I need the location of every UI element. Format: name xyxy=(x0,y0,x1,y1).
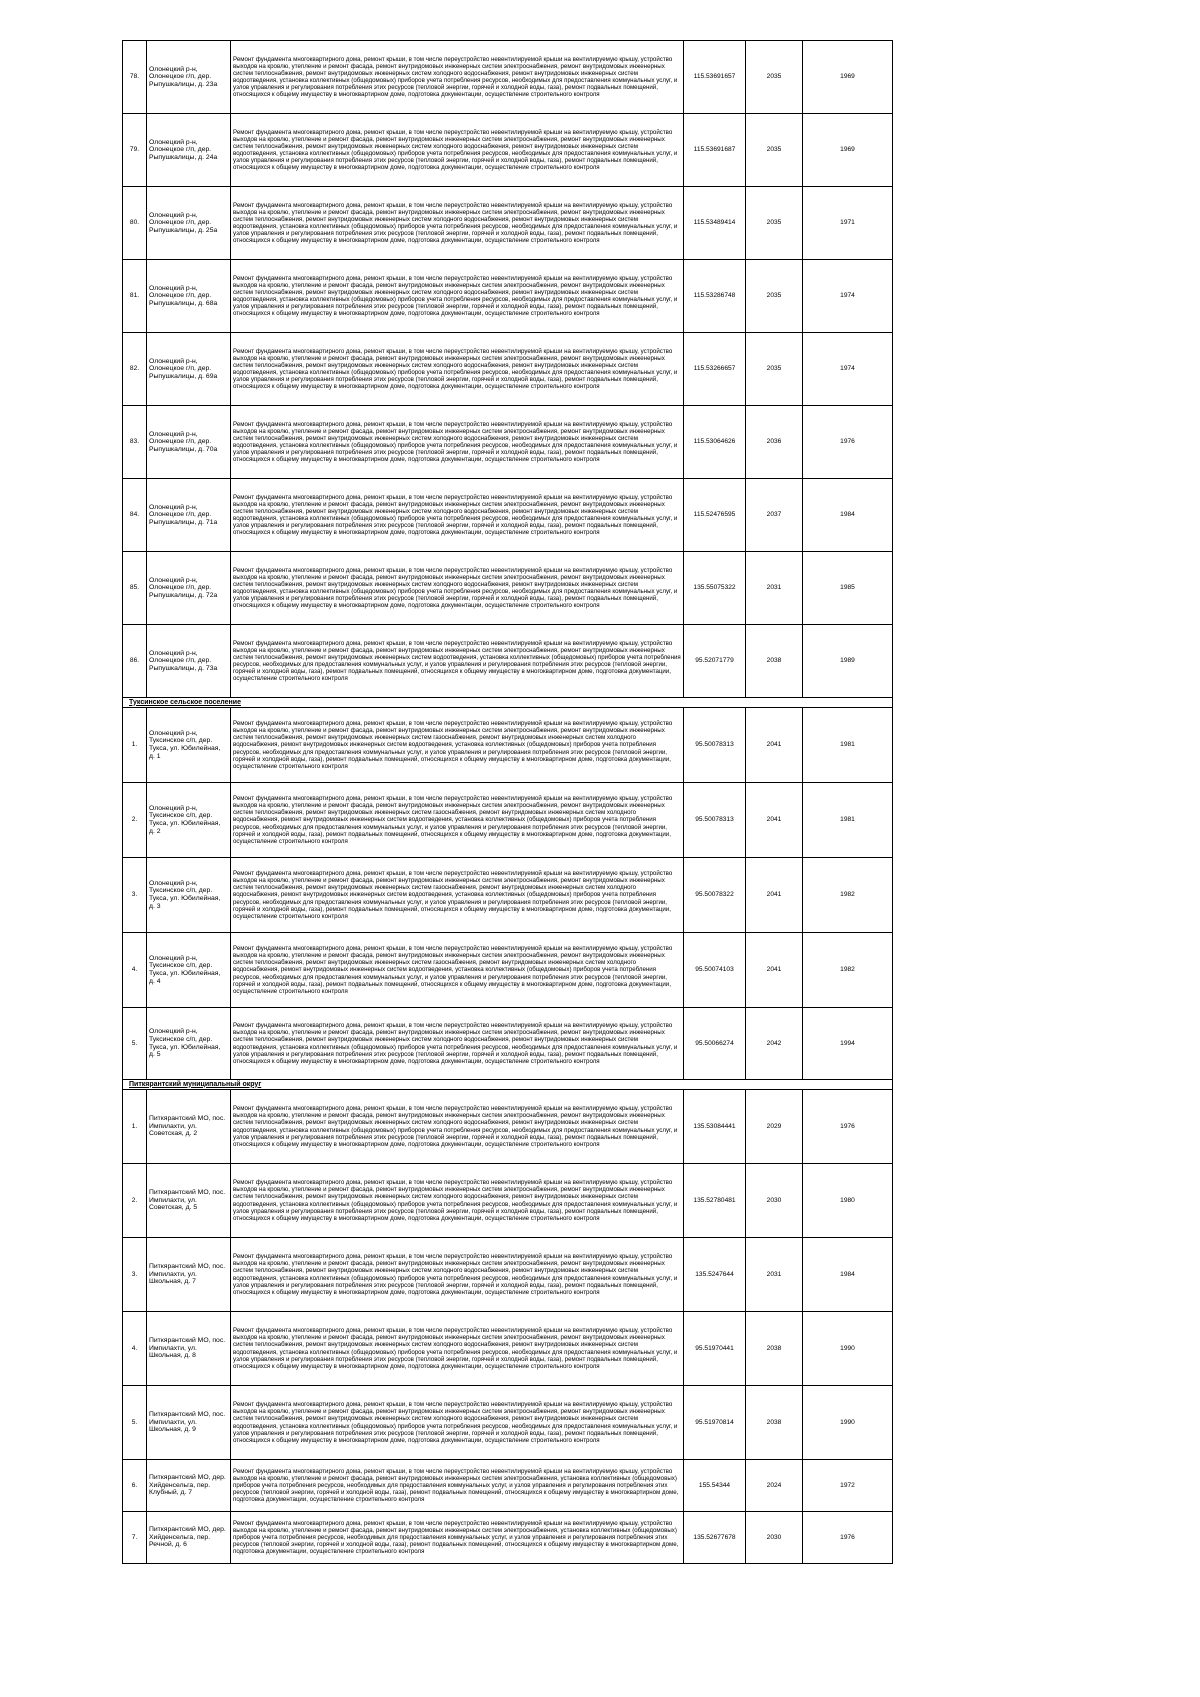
address-cell: Олонецкий р-н, Туксинское с/п, дер. Тукса, ул. Юбилейная, д. 2 xyxy=(147,783,231,858)
table-row xyxy=(123,1312,893,1386)
unit-cost-cell: 95.50078322 xyxy=(684,858,746,933)
section-header xyxy=(123,1080,893,1090)
row-number-cell: 3. xyxy=(123,1238,147,1312)
works-description-cell: Ремонт фундамента многоквартирного дома, ремонт крыши, в том числе переустройство невентилируемой крыши на вентилируемую крышу, устройство выходов на кровлю, утепление и ремонт фасада, ремонт внутридомовых инженерных систем электроснабжения, ремонт внутридомовых инженерных систем теплоснабжения, ремонт внутридомовых инженерных систем холодного водоснабжения, ремонт внутридомовых инженерных систем водоотведения, установка коллективных (общедомовых) приборов учета потребления ресурсов, необходимых для предоставления коммунальных услуг, и узлов управления и регулирования потребления этих ресурсов (тепловой энергии, горячей и холодной воды, газа), ремонт подвальных помещений, относящихся к общему имуществу в многоквартирном доме, подготовка документации, осуществление строительного контроля xyxy=(231,41,684,114)
table-row xyxy=(123,552,893,625)
address-cell: Питкярантский МО, пос. Импилахти, ул. Советская, д. 5 xyxy=(147,1164,231,1238)
unit-cost-cell: 95.50066274 xyxy=(684,1008,746,1080)
unit-cost-cell: 115.53266657 xyxy=(684,333,746,406)
unit-cost-cell: 95.50078313 xyxy=(684,783,746,858)
unit-cost-cell: 95.50074103 xyxy=(684,933,746,1008)
row-number-cell: 80. xyxy=(123,187,147,260)
table-row xyxy=(123,260,893,333)
planned-year-cell: 2031 xyxy=(746,552,803,625)
built-year-cell: 1982 xyxy=(803,858,893,933)
row-number-cell: 4. xyxy=(123,1312,147,1386)
unit-cost-cell: 115.53064626 xyxy=(684,406,746,479)
works-description-cell: Ремонт фундамента многоквартирного дома, ремонт крыши, в том числе переустройство невентилируемой крыши на вентилируемую крышу, устройство выходов на кровлю, утепление и ремонт фасада, ремонт внутридомовых инженерных систем электроснабжения, ремонт внутридомовых инженерных систем теплоснабжения, ремонт внутридомовых инженерных систем газоснабжения, ремонт внутридомовых инженерных систем холодного водоснабжения, ремонт внутридомовых инженерных систем водоотведения, установка коллективных (общедомовых) приборов учета потребления ресурсов, необходимых для предоставления коммунальных услуг, и узлов управления и регулирования потребления этих ресурсов (тепловой энергии, горячей и холодной воды, газа), ремонт подвальных помещений, относящихся к общему имуществу в многоквартирном доме, подготовка документации, осуществление строительного контроля xyxy=(231,933,684,1008)
works-description-cell: Ремонт фундамента многоквартирного дома, ремонт крыши, в том числе переустройство невентилируемой крыши на вентилируемую крышу, устройство выходов на кровлю, утепление и ремонт фасада, ремонт внутридомовых инженерных систем электроснабжения, ремонт внутридомовых инженерных систем теплоснабжения, ремонт внутридомовых инженерных систем газоснабжения, ремонт внутридомовых инженерных систем холодного водоснабжения, ремонт внутридомовых инженерных систем водоотведения, установка коллективных (общедомовых) приборов учета потребления ресурсов, необходимых для предоставления коммунальных услуг, и узлов управления и регулирования потребления этих ресурсов (тепловой энергии, горячей и холодной воды, газа), ремонт подвальных помещений, относящихся к общему имуществу в многоквартирном доме, подготовка документации, осуществление строительного контроля xyxy=(231,858,684,933)
planned-year-cell: 2035 xyxy=(746,114,803,187)
row-number-cell: 1. xyxy=(123,1090,147,1164)
built-year-cell: 1971 xyxy=(803,187,893,260)
built-year-cell: 1984 xyxy=(803,1238,893,1312)
works-description-cell: Ремонт фундамента многоквартирного дома, ремонт крыши, в том числе переустройство невентилируемой крыши на вентилируемую крышу, устройство выходов на кровлю, утепление и ремонт фасада, ремонт внутридомовых инженерных систем электроснабжения, ремонт внутридомовых инженерных систем теплоснабжения, ремонт внутридомовых инженерных систем газоснабжения, ремонт внутридомовых инженерных систем холодного водоснабжения, ремонт внутридомовых инженерных систем водоотведения, установка коллективных (общедомовых) приборов учета потребления ресурсов, необходимых для предоставления коммунальных услуг, и узлов управления и регулирования потребления этих ресурсов (тепловой энергии, горячей и холодной воды, газа), ремонт подвальных помещений, относящихся к общему имуществу в многоквартирном доме, подготовка документации, осуществление строительного контроля xyxy=(231,783,684,858)
built-year-cell: 1985 xyxy=(803,552,893,625)
built-year-cell: 1976 xyxy=(803,1512,893,1564)
works-description-cell: Ремонт фундамента многоквартирного дома, ремонт крыши, в том числе переустройство невентилируемой крыши на вентилируемую крышу, устройство выходов на кровлю, утепление и ремонт фасада, ремонт внутридомовых инженерных систем электроснабжения, ремонт внутридомовых инженерных систем теплоснабжения, ремонт внутридомовых инженерных систем холодного водоснабжения, ремонт внутридомовых инженерных систем водоотведения, установка коллективных (общедомовых) приборов учета потребления ресурсов, необходимых для предоставления коммунальных услуг, и узлов управления и регулирования потребления этих ресурсов (тепловой энергии, горячей и холодной воды, газа), ремонт подвальных помещений, относящихся к общему имуществу в многоквартирном доме, подготовка документации, осуществление строительного контроля xyxy=(231,1164,684,1238)
unit-cost-cell: 135.52677678 xyxy=(684,1512,746,1564)
table-row xyxy=(123,783,893,858)
table-row xyxy=(123,708,893,783)
unit-cost-cell: 115.53489414 xyxy=(684,187,746,260)
works-description-cell: Ремонт фундамента многоквартирного дома, ремонт крыши, в том числе переустройство невентилируемой крыши на вентилируемую крышу, устройство выходов на кровлю, утепление и ремонт фасада, ремонт внутридомовых инженерных систем электроснабжения, ремонт внутридомовых инженерных систем теплоснабжения, ремонт внутридомовых инженерных систем холодного водоснабжения, ремонт внутридомовых инженерных систем водоотведения, установка коллективных (общедомовых) приборов учета потребления ресурсов, необходимых для предоставления коммунальных услуг, и узлов управления и регулирования потребления этих ресурсов (тепловой энергии, горячей и холодной воды, газа), ремонт подвальных помещений, относящихся к общему имуществу в многоквартирном доме, подготовка документации, осуществление строительного контроля xyxy=(231,1090,684,1164)
table-row xyxy=(123,1090,893,1164)
unit-cost-cell: 95.51970441 xyxy=(684,1312,746,1386)
address-cell: Олонецкий р-н, Олонецкое г/п, дер. Рыпушкалицы, д. 24а xyxy=(147,114,231,187)
address-cell: Олонецкий р-н, Олонецкое г/п, дер. Рыпушкалицы, д. 68а xyxy=(147,260,231,333)
table-row xyxy=(123,933,893,1008)
address-cell: Олонецкий р-н, Олонецкое г/п, дер. Рыпушкалицы, д. 72а xyxy=(147,552,231,625)
works-description-cell: Ремонт фундамента многоквартирного дома, ремонт крыши, в том числе переустройство невентилируемой крыши на вентилируемую крышу, устройство выходов на кровлю, утепление и ремонт фасада, ремонт внутридомовых инженерных систем электроснабжения, ремонт внутридомовых инженерных систем теплоснабжения, ремонт внутридомовых инженерных систем холодного водоснабжения, ремонт внутридомовых инженерных систем водоотведения, установка коллективных (общедомовых) приборов учета потребления ресурсов, необходимых для предоставления коммунальных услуг, и узлов управления и регулирования потребления этих ресурсов (тепловой энергии, горячей и холодной воды, газа), ремонт подвальных помещений, относящихся к общему имуществу в многоквартирном доме, подготовка документации, осуществление строительного контроля xyxy=(231,333,684,406)
table-row xyxy=(123,406,893,479)
row-number-cell: 7. xyxy=(123,1512,147,1564)
built-year-cell: 1994 xyxy=(803,1008,893,1080)
table-row xyxy=(123,858,893,933)
unit-cost-cell: 135.55075322 xyxy=(684,552,746,625)
address-cell: Олонецкий р-н, Олонецкое г/п, дер. Рыпушкалицы, д. 70а xyxy=(147,406,231,479)
works-description-cell: Ремонт фундамента многоквартирного дома, ремонт крыши, в том числе переустройство невентилируемой крыши на вентилируемую крышу, устройство выходов на кровлю, утепление и ремонт фасада, ремонт внутридомовых инженерных систем электроснабжения, ремонт внутридомовых инженерных систем теплоснабжения, ремонт внутридомовых инженерных систем водоотведения, установка коллективных (общедомовых) приборов учета потребления ресурсов, необходимых для предоставления коммунальных услуг, и узлов управления и регулирования потребления этих ресурсов (тепловой энергии, горячей и холодной воды, газа), ремонт подвальных помещений, относящихся к общему имуществу в многоквартирном доме, подготовка документации, осуществление строительного контроля xyxy=(231,625,684,698)
unit-cost-cell: 95.51970814 xyxy=(684,1386,746,1460)
row-number-cell: 6. xyxy=(123,1460,147,1512)
row-number-cell: 2. xyxy=(123,783,147,858)
planned-year-cell: 2041 xyxy=(746,708,803,783)
table-row xyxy=(123,1164,893,1238)
section-header xyxy=(123,698,893,708)
row-number-cell: 4. xyxy=(123,933,147,1008)
table-row xyxy=(123,1008,893,1080)
address-cell: Питкярантский МО, пос. Импилахти, ул. Школьная, д. 9 xyxy=(147,1386,231,1460)
row-number-cell: 1. xyxy=(123,708,147,783)
built-year-cell: 1974 xyxy=(803,260,893,333)
works-description-cell: Ремонт фундамента многоквартирного дома, ремонт крыши, в том числе переустройство невентилируемой крыши на вентилируемую крышу, устройство выходов на кровлю, утепление и ремонт фасада, ремонт внутридомовых инженерных систем электроснабжения, ремонт внутридомовых инженерных систем теплоснабжения, ремонт внутридомовых инженерных систем холодного водоснабжения, ремонт внутридомовых инженерных систем водоотведения, установка коллективных (общедомовых) приборов учета потребления ресурсов, необходимых для предоставления коммунальных услуг, и узлов управления и регулирования потребления этих ресурсов (тепловой энергии, горячей и холодной воды, газа), ремонт подвальных помещений, относящихся к общему имуществу в многоквартирном доме, подготовка документации, осуществление строительного контроля xyxy=(231,1008,684,1080)
table-row xyxy=(123,625,893,698)
works-description-cell: Ремонт фундамента многоквартирного дома, ремонт крыши, в том числе переустройство невентилируемой крыши на вентилируемую крышу, устройство выходов на кровлю, утепление и ремонт фасада, ремонт внутридомовых инженерных систем электроснабжения, ремонт внутридомовых инженерных систем теплоснабжения, ремонт внутридомовых инженерных систем холодного водоснабжения, ремонт внутридомовых инженерных систем водоотведения, установка коллективных (общедомовых) приборов учета потребления ресурсов, необходимых для предоставления коммунальных услуг, и узлов управления и регулирования потребления этих ресурсов (тепловой энергии, горячей и холодной воды, газа), ремонт подвальных помещений, относящихся к общему имуществу в многоквартирном доме, подготовка документации, осуществление строительного контроля xyxy=(231,1312,684,1386)
table-row xyxy=(123,1238,893,1312)
unit-cost-cell: 135.53084441 xyxy=(684,1090,746,1164)
planned-year-cell: 2030 xyxy=(746,1164,803,1238)
built-year-cell: 1976 xyxy=(803,1090,893,1164)
address-cell: Олонецкий р-н, Олонецкое г/п, дер. Рыпушкалицы, д. 69а xyxy=(147,333,231,406)
works-description-cell: Ремонт фундамента многоквартирного дома, ремонт крыши, в том числе переустройство невентилируемой крыши на вентилируемую крышу, устройство выходов на кровлю, утепление и ремонт фасада, ремонт внутридомовых инженерных систем электроснабжения, ремонт внутридомовых инженерных систем теплоснабжения, ремонт внутридомовых инженерных систем холодного водоснабжения, ремонт внутридомовых инженерных систем водоотведения, установка коллективных (общедомовых) приборов учета потребления ресурсов, необходимых для предоставления коммунальных услуг, и узлов управления и регулирования потребления этих ресурсов (тепловой энергии, горячей и холодной воды, газа), ремонт подвальных помещений, относящихся к общему имуществу в многоквартирном доме, подготовка документации, осуществление строительного контроля xyxy=(231,260,684,333)
row-number-cell: 82. xyxy=(123,333,147,406)
planned-year-cell: 2036 xyxy=(746,406,803,479)
address-cell: Олонецкий р-н, Туксинское с/п, дер. Тукса, ул. Юбилейная, д. 4 xyxy=(147,933,231,1008)
address-cell: Олонецкий р-н, Олонецкое г/п, дер. Рыпушкалицы, д. 71а xyxy=(147,479,231,552)
built-year-cell: 1981 xyxy=(803,708,893,783)
table-row xyxy=(123,41,893,114)
section-title: Туксинское сельское поселение xyxy=(123,698,893,708)
built-year-cell: 1980 xyxy=(803,1164,893,1238)
planned-year-cell: 2035 xyxy=(746,260,803,333)
planned-year-cell: 2037 xyxy=(746,479,803,552)
planned-year-cell: 2041 xyxy=(746,933,803,1008)
row-number-cell: 5. xyxy=(123,1386,147,1460)
address-cell: Питкярантский МО, пос. Импилахти, ул. Советская, д. 2 xyxy=(147,1090,231,1164)
table-row xyxy=(123,479,893,552)
built-year-cell: 1989 xyxy=(803,625,893,698)
table-row xyxy=(123,114,893,187)
unit-cost-cell: 95.50078313 xyxy=(684,708,746,783)
built-year-cell: 1990 xyxy=(803,1386,893,1460)
built-year-cell: 1984 xyxy=(803,479,893,552)
unit-cost-cell: 115.53691657 xyxy=(684,41,746,114)
planned-year-cell: 2038 xyxy=(746,625,803,698)
row-number-cell: 81. xyxy=(123,260,147,333)
table-row xyxy=(123,187,893,260)
capital-repair-table xyxy=(122,40,893,1564)
address-cell: Питкярантский МО, пос. Импилахти, ул. Школьная, д. 7 xyxy=(147,1238,231,1312)
built-year-cell: 1982 xyxy=(803,933,893,1008)
row-number-cell: 79. xyxy=(123,114,147,187)
works-description-cell: Ремонт фундамента многоквартирного дома, ремонт крыши, в том числе переустройство невентилируемой крыши на вентилируемую крышу, устройство выходов на кровлю, утепление и ремонт фасада, ремонт внутридомовых инженерных систем электроснабжения, ремонт внутридомовых инженерных систем теплоснабжения, ремонт внутридомовых инженерных систем холодного водоснабжения, ремонт внутридомовых инженерных систем водоотведения, установка коллективных (общедомовых) приборов учета потребления ресурсов, необходимых для предоставления коммунальных услуг, и узлов управления и регулирования потребления этих ресурсов (тепловой энергии, горячей и холодной воды, газа), ремонт подвальных помещений, относящихся к общему имуществу в многоквартирном доме, подготовка документации, осуществление строительного контроля xyxy=(231,1238,684,1312)
table-row xyxy=(123,1512,893,1564)
built-year-cell: 1972 xyxy=(803,1460,893,1512)
works-description-cell: Ремонт фундамента многоквартирного дома, ремонт крыши, в том числе переустройство невентилируемой крыши на вентилируемую крышу, устройство выходов на кровлю, утепление и ремонт фасада, ремонт внутридомовых инженерных систем электроснабжения, ремонт внутридомовых инженерных систем теплоснабжения, ремонт внутридомовых инженерных систем холодного водоснабжения, ремонт внутридомовых инженерных систем водоотведения, установка коллективных (общедомовых) приборов учета потребления ресурсов, необходимых для предоставления коммунальных услуг, и узлов управления и регулирования потребления этих ресурсов (тепловой энергии, горячей и холодной воды, газа), ремонт подвальных помещений, относящихся к общему имуществу в многоквартирном доме, подготовка документации, осуществление строительного контроля xyxy=(231,479,684,552)
address-cell: Питкярантский МО, дер. Хийденсельга, пер. Речной, д. 6 xyxy=(147,1512,231,1564)
planned-year-cell: 2031 xyxy=(746,1238,803,1312)
row-number-cell: 3. xyxy=(123,858,147,933)
address-cell: Олонецкий р-н, Туксинское с/п, дер. Тукса, ул. Юбилейная, д. 3 xyxy=(147,858,231,933)
unit-cost-cell: 95.52071779 xyxy=(684,625,746,698)
address-cell: Олонецкий р-н, Олонецкое г/п, дер. Рыпушкалицы, д. 25а xyxy=(147,187,231,260)
section-title: Питкярантский муниципальный округ xyxy=(123,1080,893,1090)
table-row xyxy=(123,1386,893,1460)
planned-year-cell: 2041 xyxy=(746,858,803,933)
unit-cost-cell: 155.54344 xyxy=(684,1460,746,1512)
address-cell: Питкярантский МО, дер. Хийденсельга, пер. Клубный, д. 7 xyxy=(147,1460,231,1512)
works-description-cell: Ремонт фундамента многоквартирного дома, ремонт крыши, в том числе переустройство невентилируемой крыши на вентилируемую крышу, устройство выходов на кровлю, утепление и ремонт фасада, ремонт внутридомовых инженерных систем электроснабжения, ремонт внутридомовых инженерных систем теплоснабжения, ремонт внутридомовых инженерных систем холодного водоснабжения, ремонт внутридомовых инженерных систем водоотведения, установка коллективных (общедомовых) приборов учета потребления ресурсов, необходимых для предоставления коммунальных услуг, и узлов управления и регулирования потребления этих ресурсов (тепловой энергии, горячей и холодной воды, газа), ремонт подвальных помещений, относящихся к общему имуществу в многоквартирном доме, подготовка документации, осуществление строительного контроля xyxy=(231,187,684,260)
address-cell: Питкярантский МО, пос. Импилахти, ул. Школьная, д. 8 xyxy=(147,1312,231,1386)
works-description-cell: Ремонт фундамента многоквартирного дома, ремонт крыши, в том числе переустройство невентилируемой крыши на вентилируемую крышу, устройство выходов на кровлю, утепление и ремонт фасада, ремонт внутридомовых инженерных систем электроснабжения, ремонт внутридомовых инженерных систем теплоснабжения, ремонт внутридомовых инженерных систем холодного водоснабжения, ремонт внутридомовых инженерных систем водоотведения, установка коллективных (общедомовых) приборов учета потребления ресурсов, необходимых для предоставления коммунальных услуг, и узлов управления и регулирования потребления этих ресурсов (тепловой энергии, горячей и холодной воды, газа), ремонт подвальных помещений, относящихся к общему имуществу в многоквартирном доме, подготовка документации, осуществление строительного контроля xyxy=(231,552,684,625)
built-year-cell: 1990 xyxy=(803,1312,893,1386)
planned-year-cell: 2038 xyxy=(746,1312,803,1386)
address-cell: Олонецкий р-н, Олонецкое г/п, дер. Рыпушкалицы, д. 73а xyxy=(147,625,231,698)
row-number-cell: 83. xyxy=(123,406,147,479)
row-number-cell: 78. xyxy=(123,41,147,114)
row-number-cell: 84. xyxy=(123,479,147,552)
row-number-cell: 2. xyxy=(123,1164,147,1238)
unit-cost-cell: 135.5247644 xyxy=(684,1238,746,1312)
planned-year-cell: 2029 xyxy=(746,1090,803,1164)
built-year-cell: 1976 xyxy=(803,406,893,479)
row-number-cell: 5. xyxy=(123,1008,147,1080)
built-year-cell: 1969 xyxy=(803,114,893,187)
unit-cost-cell: 115.53691687 xyxy=(684,114,746,187)
works-description-cell: Ремонт фундамента многоквартирного дома, ремонт крыши, в том числе переустройство невентилируемой крыши на вентилируемую крышу, устройство выходов на кровлю, утепление и ремонт фасада, ремонт внутридомовых инженерных систем электроснабжения, ремонт внутридомовых инженерных систем теплоснабжения, ремонт внутридомовых инженерных систем холодного водоснабжения, ремонт внутридомовых инженерных систем водоотведения, установка коллективных (общедомовых) приборов учета потребления ресурсов, необходимых для предоставления коммунальных услуг, и узлов управления и регулирования потребления этих ресурсов (тепловой энергии, горячей и холодной воды, газа), ремонт подвальных помещений, относящихся к общему имуществу в многоквартирном доме, подготовка документации, осуществление строительного контроля xyxy=(231,1386,684,1460)
row-number-cell: 85. xyxy=(123,552,147,625)
built-year-cell: 1969 xyxy=(803,41,893,114)
planned-year-cell: 2030 xyxy=(746,1512,803,1564)
row-number-cell: 86. xyxy=(123,625,147,698)
unit-cost-cell: 115.52476595 xyxy=(684,479,746,552)
address-cell: Олонецкий р-н, Туксинское с/п, дер. Тукса, ул. Юбилейная, д. 1 xyxy=(147,708,231,783)
built-year-cell: 1974 xyxy=(803,333,893,406)
planned-year-cell: 2041 xyxy=(746,783,803,858)
works-description-cell: Ремонт фундамента многоквартирного дома, ремонт крыши, в том числе переустройство невентилируемой крыши на вентилируемую крышу, устройство выходов на кровлю, утепление и ремонт фасада, ремонт внутридомовых инженерных систем электроснабжения, ремонт внутридомовых инженерных систем теплоснабжения, ремонт внутридомовых инженерных систем газоснабжения, ремонт внутридомовых инженерных систем холодного водоснабжения, ремонт внутридомовых инженерных систем водоотведения, установка коллективных (общедомовых) приборов учета потребления ресурсов, необходимых для предоставления коммунальных услуг, и узлов управления и регулирования потребления этих ресурсов (тепловой энергии, горячей и холодной воды, газа), ремонт подвальных помещений, относящихся к общему имуществу в многоквартирном доме, подготовка документации, осуществление строительного контроля xyxy=(231,708,684,783)
planned-year-cell: 2035 xyxy=(746,333,803,406)
address-cell: Олонецкий р-н, Туксинское с/п, дер. Тукса, ул. Юбилейная, д. 5 xyxy=(147,1008,231,1080)
works-description-cell: Ремонт фундамента многоквартирного дома, ремонт крыши, в том числе переустройство невентилируемой крыши на вентилируемую крышу, устройство выходов на кровлю, утепление и ремонт фасада, ремонт внутридомовых инженерных систем электроснабжения, установка коллективных (общедомовых) приборов учета потребления ресурсов, необходимых для предоставления коммунальных услуг, и узлов управления и регулирования потребления этих ресурсов (тепловой энергии, горячей и холодной воды, газа), ремонт подвальных помещений, относящихся к общему имуществу в многоквартирном доме, подготовка документации, осуществление строительного контроля xyxy=(231,1460,684,1512)
address-cell: Олонецкий р-н, Олонецкое г/п, дер. Рыпушкалицы, д. 23а xyxy=(147,41,231,114)
planned-year-cell: 2035 xyxy=(746,187,803,260)
unit-cost-cell: 115.53286748 xyxy=(684,260,746,333)
unit-cost-cell: 135.52780481 xyxy=(684,1164,746,1238)
planned-year-cell: 2024 xyxy=(746,1460,803,1512)
planned-year-cell: 2038 xyxy=(746,1386,803,1460)
built-year-cell: 1981 xyxy=(803,783,893,858)
works-description-cell: Ремонт фундамента многоквартирного дома, ремонт крыши, в том числе переустройство невентилируемой крыши на вентилируемую крышу, устройство выходов на кровлю, утепление и ремонт фасада, ремонт внутридомовых инженерных систем электроснабжения, ремонт внутридомовых инженерных систем теплоснабжения, ремонт внутридомовых инженерных систем холодного водоснабжения, ремонт внутридомовых инженерных систем водоотведения, установка коллективных (общедомовых) приборов учета потребления ресурсов, необходимых для предоставления коммунальных услуг, и узлов управления и регулирования потребления этих ресурсов (тепловой энергии, горячей и холодной воды, газа), ремонт подвальных помещений, относящихся к общему имуществу в многоквартирном доме, подготовка документации, осуществление строительного контроля xyxy=(231,114,684,187)
table-row xyxy=(123,333,893,406)
table-row xyxy=(123,1460,893,1512)
works-description-cell: Ремонт фундамента многоквартирного дома, ремонт крыши, в том числе переустройство невентилируемой крыши на вентилируемую крышу, устройство выходов на кровлю, утепление и ремонт фасада, ремонт внутридомовых инженерных систем электроснабжения, установка коллективных (общедомовых) приборов учета потребления ресурсов, необходимых для предоставления коммунальных услуг, и узлов управления и регулирования потребления этих ресурсов (тепловой энергии, горячей и холодной воды, газа), ремонт подвальных помещений, относящихся к общему имуществу в многоквартирном доме, подготовка документации, осуществление строительного контроля xyxy=(231,1512,684,1564)
planned-year-cell: 2042 xyxy=(746,1008,803,1080)
works-description-cell: Ремонт фундамента многоквартирного дома, ремонт крыши, в том числе переустройство невентилируемой крыши на вентилируемую крышу, устройство выходов на кровлю, утепление и ремонт фасада, ремонт внутридомовых инженерных систем электроснабжения, ремонт внутридомовых инженерных систем теплоснабжения, ремонт внутридомовых инженерных систем холодного водоснабжения, ремонт внутридомовых инженерных систем водоотведения, установка коллективных (общедомовых) приборов учета потребления ресурсов, необходимых для предоставления коммунальных услуг, и узлов управления и регулирования потребления этих ресурсов (тепловой энергии, горячей и холодной воды, газа), ремонт подвальных помещений, относящихся к общему имуществу в многоквартирном доме, подготовка документации, осуществление строительного контроля xyxy=(231,406,684,479)
planned-year-cell: 2035 xyxy=(746,41,803,114)
